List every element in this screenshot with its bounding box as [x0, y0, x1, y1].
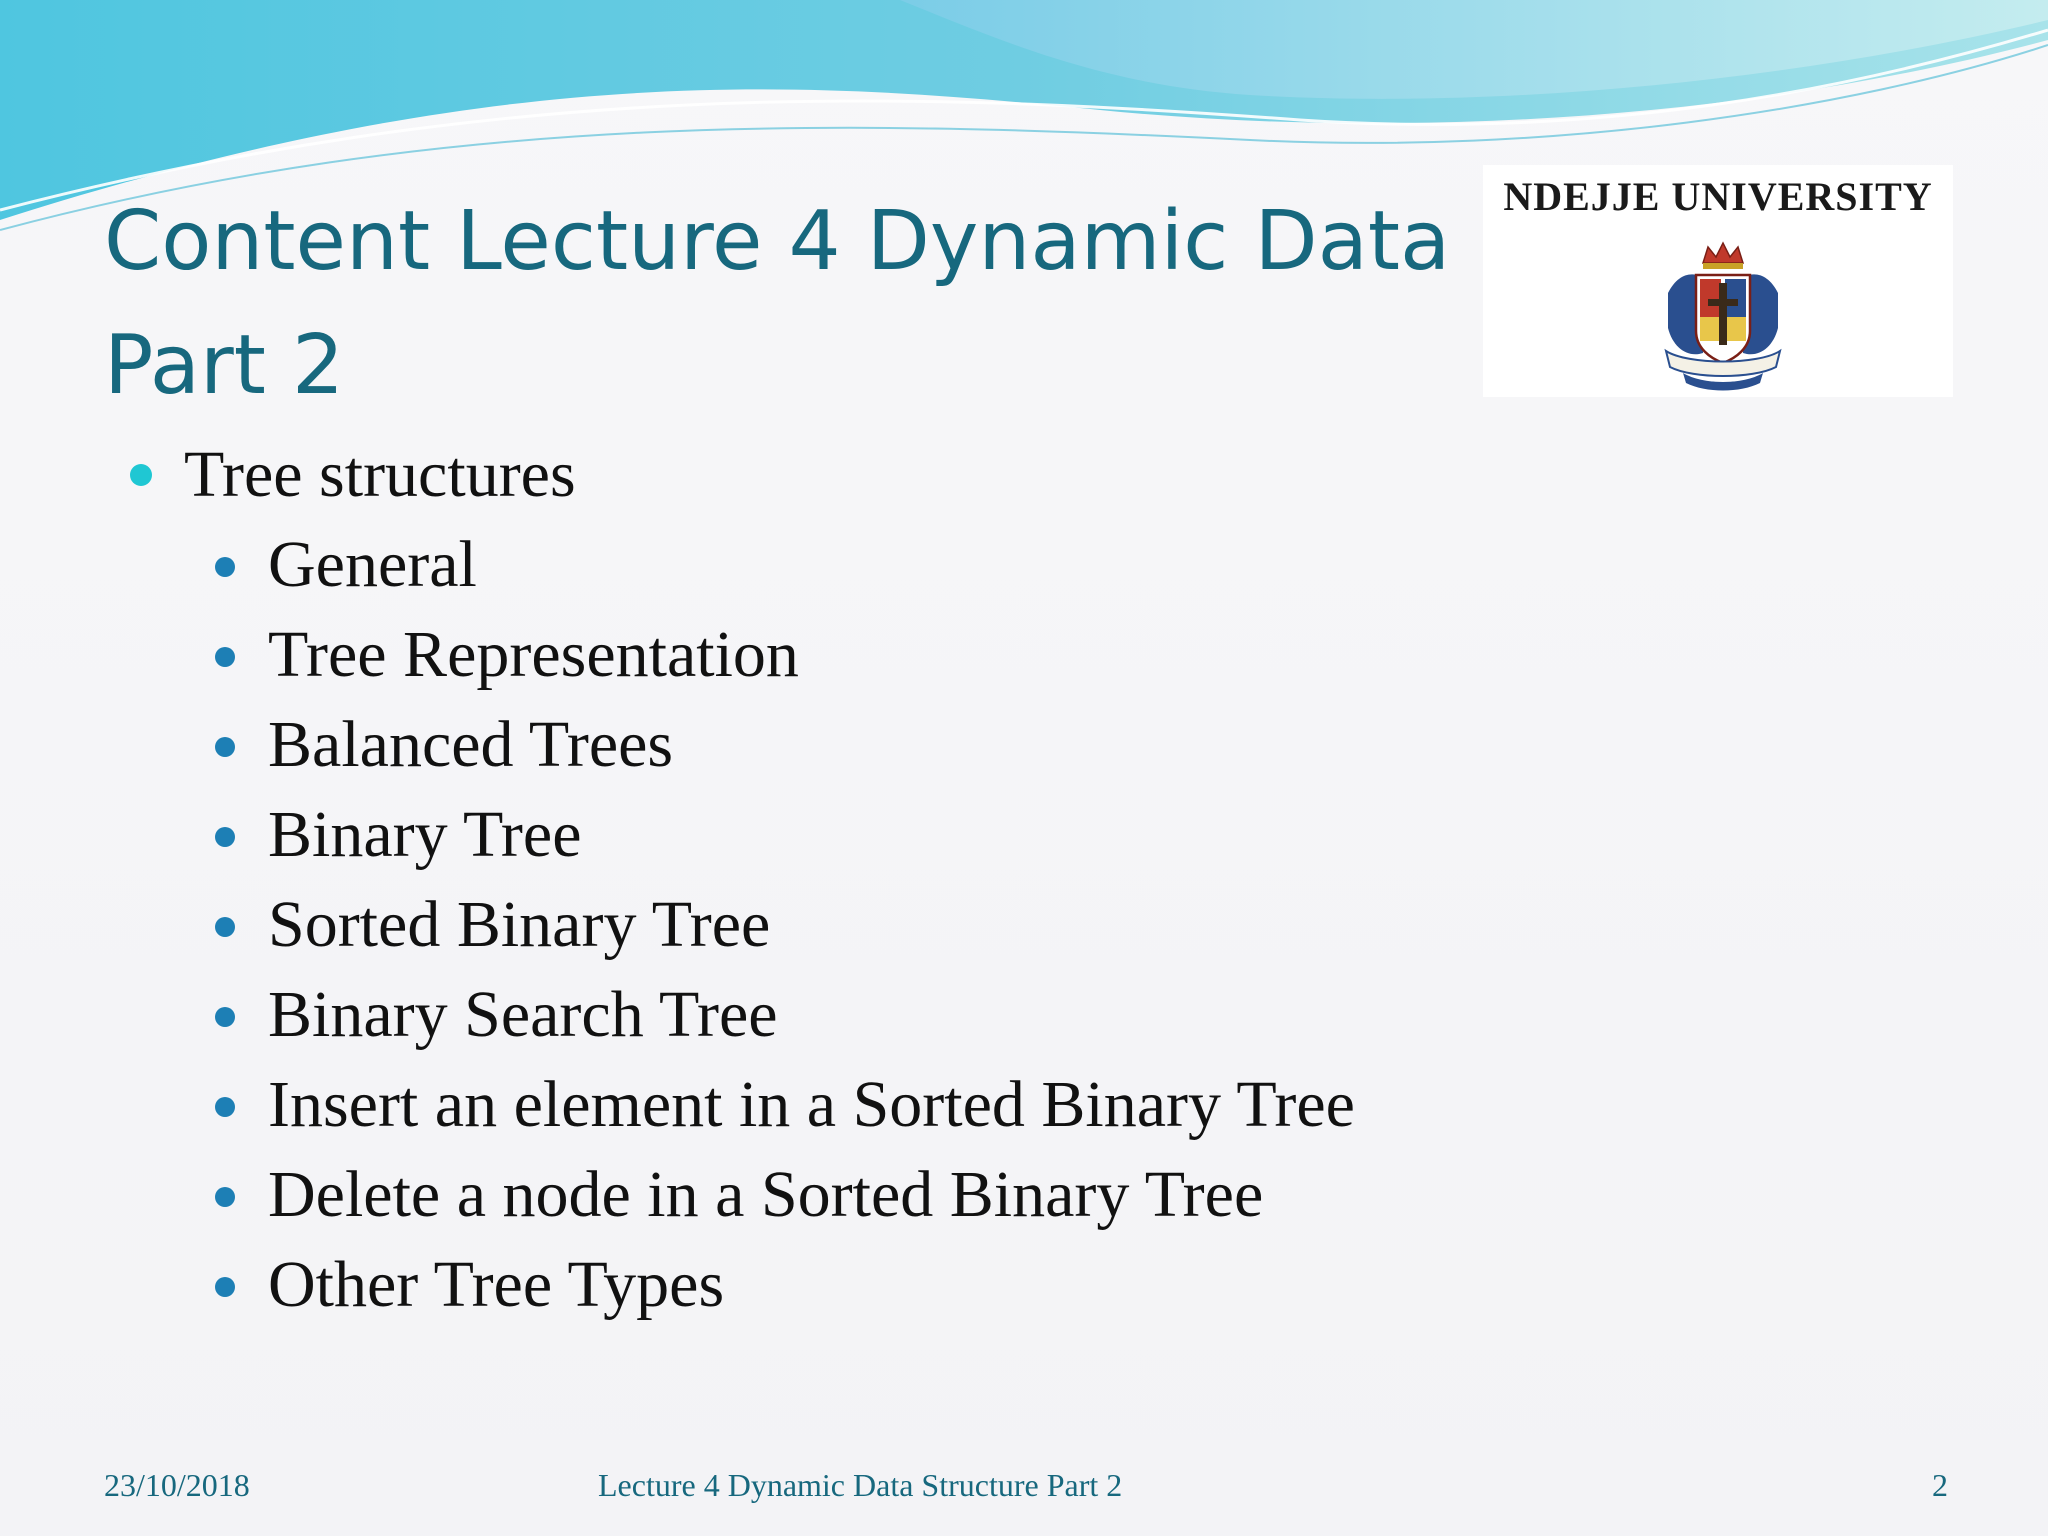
- sub-bullet-dot-icon: [215, 737, 235, 757]
- sub-bullet-label: Binary Tree: [268, 798, 582, 871]
- sub-bullet-dot-icon: [215, 917, 235, 937]
- slide-number: 2: [1932, 1467, 1948, 1503]
- slide-title: Content Lecture 4 Dynamic Data Part 2: [104, 194, 1451, 413]
- sub-bullet-label: Sorted Binary Tree: [268, 888, 771, 961]
- sub-bullet-label: Balanced Trees: [268, 708, 674, 781]
- sub-bullet-dot-icon: [215, 1187, 235, 1207]
- bullet-main: [130, 430, 1530, 520]
- sub-bullet-item: [130, 880, 1530, 970]
- footer-date: 23/10/2018: [104, 1467, 250, 1503]
- sub-bullet-item: [130, 790, 1530, 880]
- sub-bullet-label: Binary Search Tree: [268, 978, 778, 1051]
- sub-bullet-list: [130, 520, 1530, 1330]
- sub-bullet-dot-icon: [215, 647, 235, 667]
- sub-bullet-label: Insert an element in a Sorted Binary Tree: [268, 1068, 1355, 1141]
- sub-bullet-item: [130, 1060, 1530, 1150]
- sub-bullet-label: Tree Representation: [268, 618, 799, 691]
- sub-bullet-item: [130, 700, 1530, 790]
- bullet-main-label: Tree structures: [184, 438, 576, 511]
- sub-bullet-label: Delete a node in a Sorted Binary Tree: [268, 1158, 1264, 1231]
- sub-bullet-label: Other Tree Types: [268, 1248, 725, 1321]
- sub-bullet-label: General: [268, 528, 477, 601]
- sub-bullet-dot-icon: [215, 827, 235, 847]
- sub-bullet-dot-icon: [215, 1277, 235, 1297]
- sub-bullet-item: [130, 610, 1530, 700]
- sub-bullet-dot-icon: [215, 557, 235, 577]
- university-crest-icon: [1648, 233, 1798, 393]
- bullet-content: [130, 430, 1530, 1330]
- sub-bullet-dot-icon: [215, 1007, 235, 1027]
- footer-title: Lecture 4 Dynamic Data Structure Part 2: [598, 1467, 1123, 1503]
- sub-bullet-dot-icon: [215, 1097, 235, 1117]
- university-logo: [1483, 165, 1953, 397]
- sub-bullet-item: [130, 1240, 1530, 1330]
- sub-bullet-item: [130, 1150, 1530, 1240]
- logo-text: NDEJJE UNIVERSITY: [1503, 174, 1933, 219]
- sub-bullet-item: [130, 520, 1530, 610]
- bullet-dot-icon: [130, 464, 152, 486]
- sub-bullet-item: [130, 970, 1530, 1060]
